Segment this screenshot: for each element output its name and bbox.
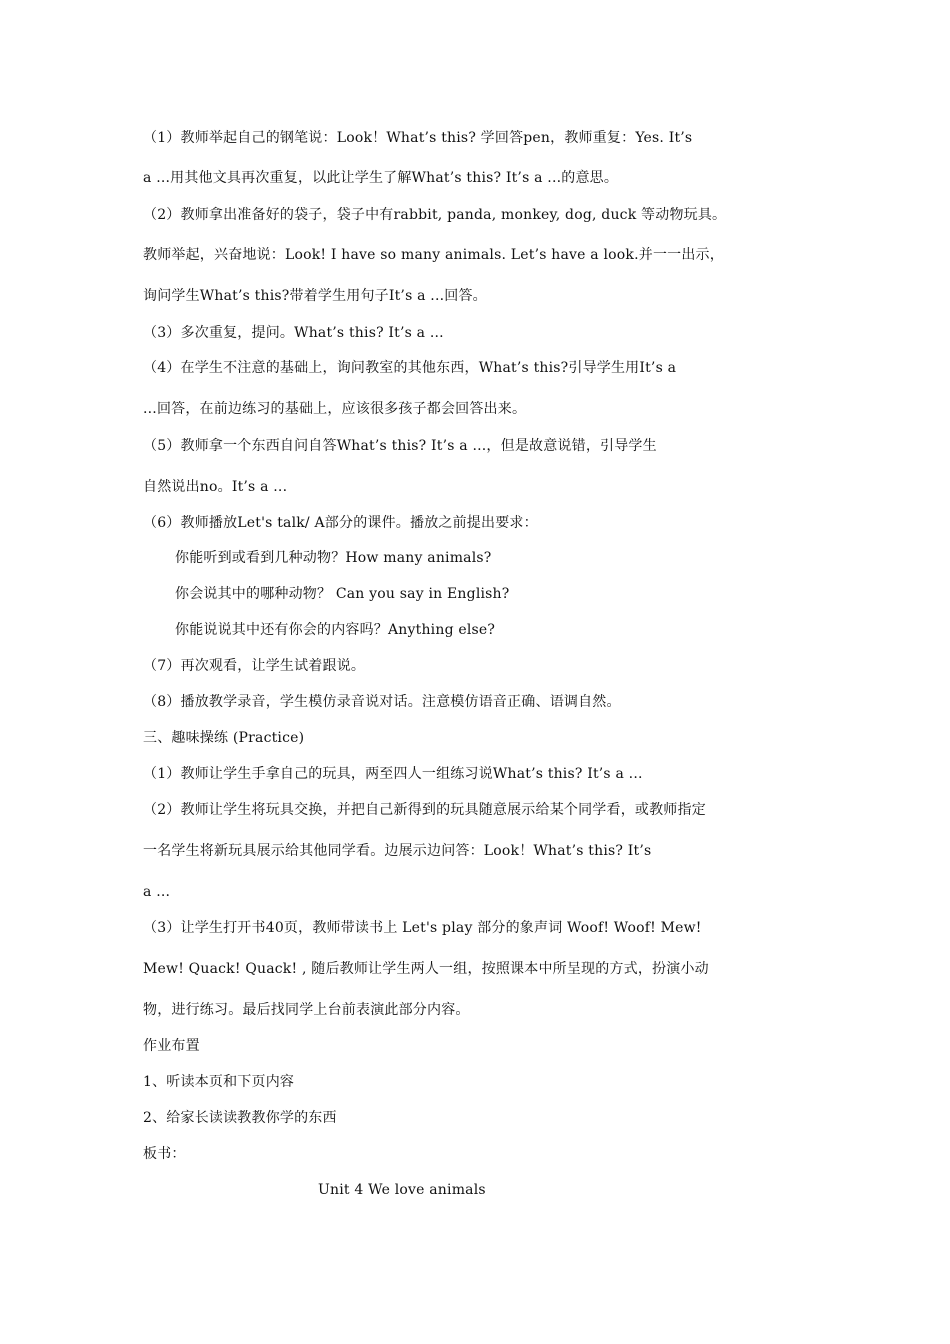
homework-item-2: 2、给家长读读教教你学的东西 — [143, 1110, 337, 1126]
homework-item-1: 1、听读本页和下页内容 — [143, 1074, 295, 1090]
step-1-line-1: （1）教师举起自己的钢笔说：Look！What’s this? 学回答pen，教师重复：Yes. It’s — [143, 130, 693, 146]
step-7-line: （7）再次观看，让学生试着跟说。 — [143, 658, 366, 674]
homework-heading: 作业布置 — [143, 1038, 200, 1054]
step-6-line: （6）教师播放Let's talk/ A部分的课件。播放之前提出要求： — [143, 515, 538, 531]
step-8-line: （8）播放教学录音，学生模仿录音说对话。注意模仿语音正确、语调自然。 — [143, 694, 621, 710]
question-2: 你会说其中的哪种动物？ Can you say in English? — [175, 586, 510, 602]
step-2-line-3: 询问学生What’s this?带着学生用句子It’s a ...回答。 — [143, 288, 487, 304]
step-2-line-1: （2）教师拿出准备好的袋子，袋子中有rabbit, panda, monkey, dog, duck 等动物玩具。 — [143, 207, 727, 223]
practice-2-line-1: （2）教师让学生将玩具交换，并把自己新得到的玩具随意展示给某个同学看，或教师指定 — [143, 802, 706, 818]
section-heading-practice: 三、趣味操练 (Practice) — [143, 730, 305, 746]
practice-3-line-3: 物，进行练习。最后找同学上台前表演此部分内容。 — [143, 1002, 470, 1018]
board-writing-title: Unit 4 We love animals — [318, 1182, 486, 1198]
step-2-line-2: 教师举起，兴奋地说：Look! I have so many animals. Let’s have a look.并一一出示， — [143, 247, 724, 263]
question-3: 你能说说其中还有你会的内容吗？Anything else? — [175, 622, 496, 638]
step-1-line-2: a ...用其他文具再次重复，以此让学生了解What’s this? It’s a ...的意思。 — [143, 170, 619, 186]
step-5-line-2: 自然说出no。It’s a ... — [143, 479, 288, 495]
board-writing-heading: 板书： — [143, 1146, 186, 1162]
step-4-line-1: （4）在学生不注意的基础上，询问教室的其他东西，What’s this?引导学生用It’s a — [143, 360, 677, 376]
question-1: 你能听到或看到几种动物？How many animals? — [175, 550, 492, 566]
practice-3-line-2: Mew! Quack! Quack! , 随后教师让学生两人一组，按照课本中所呈现的方式，扮演小动 — [143, 961, 709, 977]
step-3-line: （3）多次重复，提问。What’s this? It’s a ... — [143, 325, 444, 341]
practice-2-line-3: a ... — [143, 884, 171, 900]
practice-2-line-2: 一名学生将新玩具展示给其他同学看。边展示边问答：Look！What’s this? It’s — [143, 843, 652, 859]
practice-1-line: （1）教师让学生手拿自己的玩具，两至四人一组练习说What’s this? It’s a ... — [143, 766, 643, 782]
step-4-line-2: ...回答，在前边练习的基础上，应该很多孩子都会回答出来。 — [143, 401, 527, 417]
practice-3-line-1: （3）让学生打开书40页，教师带读书上 Let's play 部分的象声词 Woof! Woof! Mew! — [143, 920, 702, 936]
step-5-line-1: （5）教师拿一个东西自问自答What’s this? It’s a ...，但是故意说错，引导学生 — [143, 438, 657, 454]
